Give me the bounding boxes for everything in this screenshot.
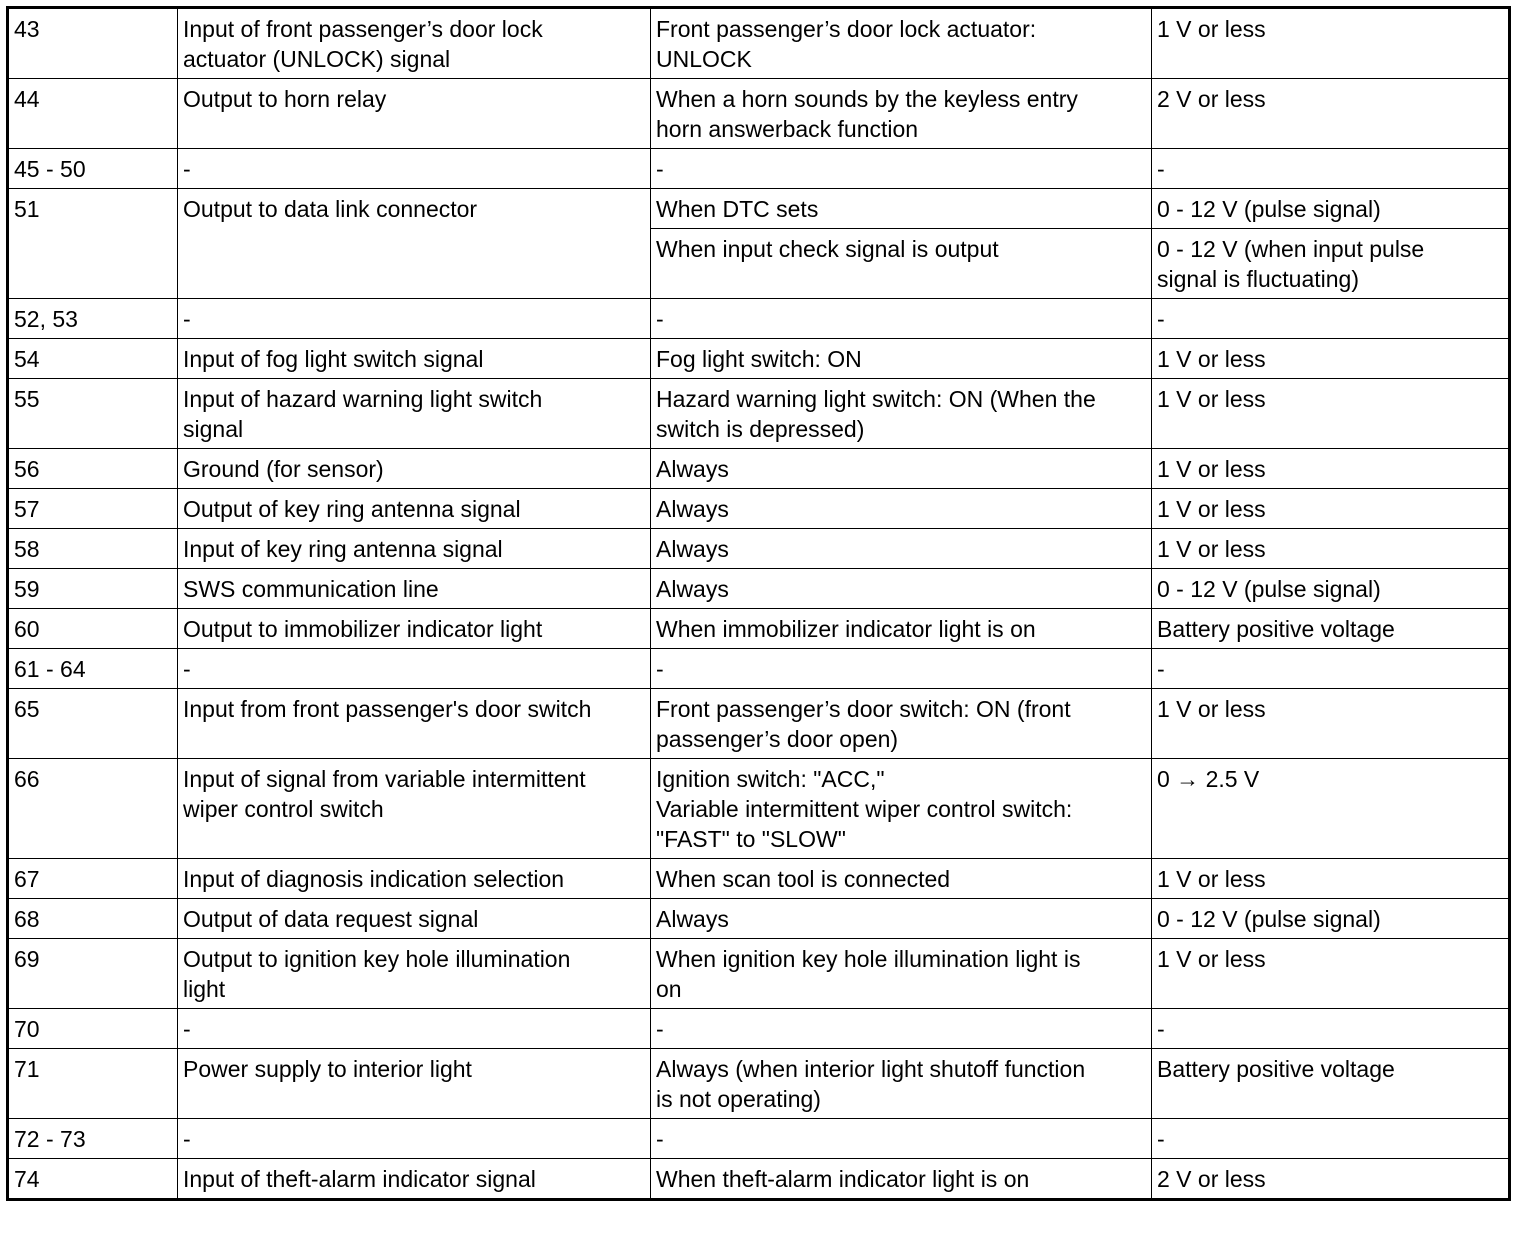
terminal-number: 74	[8, 1159, 178, 1200]
terminal-number: 52, 53	[8, 299, 178, 339]
terminal-number: 70	[8, 1009, 178, 1049]
measuring-condition: Always (when interior light shutoff function is not operating)	[651, 1049, 1152, 1119]
table-row	[8, 689, 1510, 759]
standard-value: 1 V or less	[1152, 689, 1510, 759]
measuring-condition: When immobilizer indicator light is on	[651, 609, 1152, 649]
terminal-number: 43	[8, 8, 178, 79]
table-row	[8, 649, 1510, 689]
table-row	[8, 339, 1510, 379]
input-output-item: Output of data request signal	[178, 899, 651, 939]
measuring-condition: Always	[651, 489, 1152, 529]
standard-value: Battery positive voltage	[1152, 609, 1510, 649]
standard-value: 2 V or less	[1152, 79, 1510, 149]
standard-value: -	[1152, 649, 1510, 689]
measuring-condition: Fog light switch: ON	[651, 339, 1152, 379]
terminal-number: 54	[8, 339, 178, 379]
terminal-number: 68	[8, 899, 178, 939]
measuring-condition: Always	[651, 899, 1152, 939]
terminal-number: 45 - 50	[8, 149, 178, 189]
standard-value: 1 V or less	[1152, 339, 1510, 379]
table-row	[8, 1119, 1510, 1159]
measuring-condition: When ignition key hole illumination light is on	[651, 939, 1152, 1009]
table-row	[8, 1009, 1510, 1049]
standard-value: -	[1152, 1009, 1510, 1049]
table-row	[8, 899, 1510, 939]
input-output-item: Power supply to interior light	[178, 1049, 651, 1119]
terminal-number: 72 - 73	[8, 1119, 178, 1159]
input-output-item: -	[178, 1119, 651, 1159]
standard-value: 1 V or less	[1152, 379, 1510, 449]
table-row	[8, 1159, 1510, 1200]
terminal-number: 58	[8, 529, 178, 569]
table-row	[8, 379, 1510, 449]
measuring-condition: -	[651, 1009, 1152, 1049]
standard-value: 1 V or less	[1152, 8, 1510, 79]
terminal-number: 67	[8, 859, 178, 899]
standard-value: 1 V or less	[1152, 859, 1510, 899]
terminal-number: 65	[8, 689, 178, 759]
standard-value: 1 V or less	[1152, 529, 1510, 569]
measuring-condition: When DTC sets	[651, 189, 1152, 229]
standard-value: 2 V or less	[1152, 1159, 1510, 1200]
input-output-item: Input of fog light switch signal	[178, 339, 651, 379]
standard-value: 0 - 12 V (pulse signal)	[1152, 569, 1510, 609]
table-row	[8, 1049, 1510, 1119]
standard-value: Battery positive voltage	[1152, 1049, 1510, 1119]
input-output-item: Input of diagnosis indication selection	[178, 859, 651, 899]
terminal-number: 56	[8, 449, 178, 489]
standard-value: 0 - 12 V (when input pulse signal is fluctuating)	[1152, 229, 1510, 299]
table-row	[8, 569, 1510, 609]
terminal-number: 66	[8, 759, 178, 859]
terminal-number: 61 - 64	[8, 649, 178, 689]
measuring-condition: Always	[651, 449, 1152, 489]
measuring-condition: When theft-alarm indicator light is on	[651, 1159, 1152, 1200]
input-output-item: -	[178, 649, 651, 689]
input-output-item: -	[178, 149, 651, 189]
table-row	[8, 299, 1510, 339]
standard-value: 1 V or less	[1152, 939, 1510, 1009]
input-output-item: Input of signal from variable intermittent wiper control switch	[178, 759, 651, 859]
table-row	[8, 8, 1510, 79]
standard-value: 0 - 12 V (pulse signal)	[1152, 189, 1510, 229]
measuring-condition: When scan tool is connected	[651, 859, 1152, 899]
terminal-number: 55	[8, 379, 178, 449]
table-row	[8, 939, 1510, 1009]
terminal-number: 59	[8, 569, 178, 609]
table-row	[8, 189, 1510, 229]
standard-value: -	[1152, 1119, 1510, 1159]
standard-value: 1 V or less	[1152, 489, 1510, 529]
standard-value: 0 - 12 V (pulse signal)	[1152, 899, 1510, 939]
input-output-item: -	[178, 299, 651, 339]
measuring-condition: -	[651, 299, 1152, 339]
terminal-number: 71	[8, 1049, 178, 1119]
measuring-condition: Front passenger’s door lock actuator: UNLOCK	[651, 8, 1152, 79]
terminal-number: 69	[8, 939, 178, 1009]
measuring-condition: -	[651, 1119, 1152, 1159]
standard-value: 1 V or less	[1152, 449, 1510, 489]
input-output-item: -	[178, 1009, 651, 1049]
input-output-item: Input of key ring antenna signal	[178, 529, 651, 569]
table-body	[8, 8, 1510, 1200]
table-row	[8, 609, 1510, 649]
terminal-number: 60	[8, 609, 178, 649]
table-row	[8, 149, 1510, 189]
terminal-voltage-table	[6, 6, 1511, 1201]
measuring-condition: Hazard warning light switch: ON (When the switch is depressed)	[651, 379, 1152, 449]
input-output-item: SWS communication line	[178, 569, 651, 609]
table-row	[8, 449, 1510, 489]
input-output-item: Input of front passenger’s door lock actuator (UNLOCK) signal	[178, 8, 651, 79]
table-row	[8, 79, 1510, 149]
measuring-condition: When a horn sounds by the keyless entry horn answerback function	[651, 79, 1152, 149]
table-row	[8, 489, 1510, 529]
measuring-condition: Front passenger’s door switch: ON (front passenger’s door open)	[651, 689, 1152, 759]
measuring-condition: When input check signal is output	[651, 229, 1152, 299]
input-output-item: Input of theft-alarm indicator signal	[178, 1159, 651, 1200]
standard-value: -	[1152, 149, 1510, 189]
terminal-number: 44	[8, 79, 178, 149]
terminal-number: 51	[8, 189, 178, 299]
table-row	[8, 859, 1510, 899]
standard-value: -	[1152, 299, 1510, 339]
standard-value: 0 → 2.5 V	[1152, 759, 1510, 859]
input-output-item: Output to data link connector	[178, 189, 651, 299]
input-output-item: Output to horn relay	[178, 79, 651, 149]
input-output-item: Output to ignition key hole illumination light	[178, 939, 651, 1009]
measuring-condition: -	[651, 149, 1152, 189]
input-output-item: Ground (for sensor)	[178, 449, 651, 489]
input-output-item: Output to immobilizer indicator light	[178, 609, 651, 649]
measuring-condition: Always	[651, 569, 1152, 609]
table-row	[8, 759, 1510, 859]
input-output-item: Input from front passenger's door switch	[178, 689, 651, 759]
table-row	[8, 529, 1510, 569]
measuring-condition: -	[651, 649, 1152, 689]
terminal-number: 57	[8, 489, 178, 529]
measuring-condition: Ignition switch: "ACC," Variable intermittent wiper control switch: "FAST" to "SLOW"	[651, 759, 1152, 859]
measuring-condition: Always	[651, 529, 1152, 569]
input-output-item: Input of hazard warning light switch signal	[178, 379, 651, 449]
input-output-item: Output of key ring antenna signal	[178, 489, 651, 529]
